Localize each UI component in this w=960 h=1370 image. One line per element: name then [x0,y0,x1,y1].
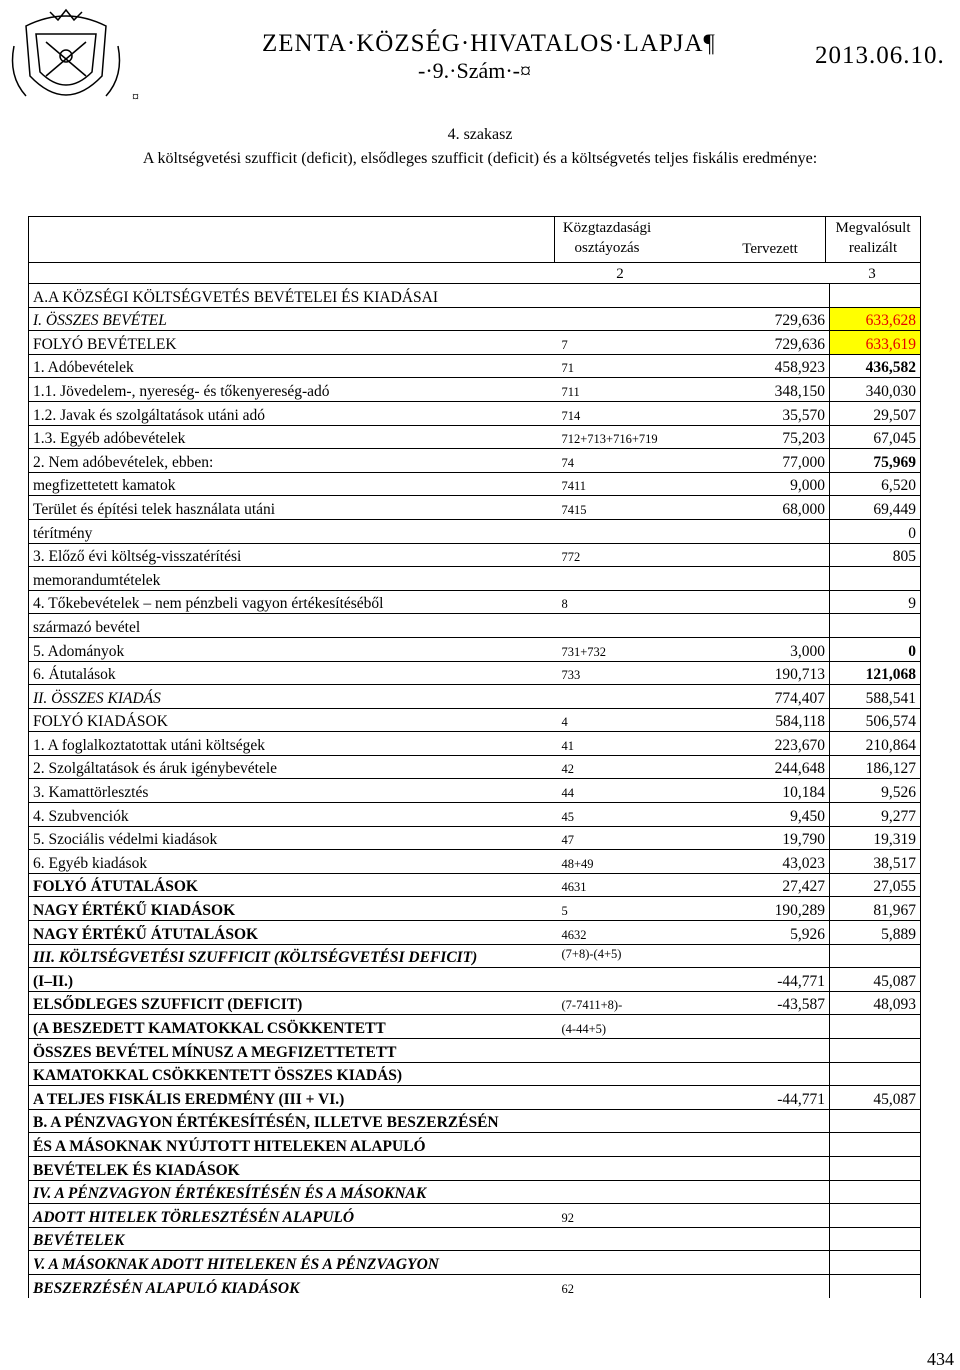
row-plan-value: 75,203 [698,425,830,449]
row-real-value [830,1227,921,1251]
row-code [558,1062,698,1086]
row-real-value: 210,864 [830,732,921,756]
header-mark: ¤ [132,90,139,105]
row-plan-value [698,1015,830,1039]
row-label: 3. Előző évi költség-visszatérítési [29,543,558,567]
row-label: 1.1. Jövedelem-, nyereség- és tőkenyereség-adó [29,378,558,402]
row-plan-value [698,1251,830,1275]
row-label: 1. A foglalkoztatottak utáni költségek [29,732,558,756]
row-real-value [830,284,921,308]
row-real-value [830,1039,921,1063]
row-plan-value [698,1133,830,1157]
table-row [29,1204,921,1228]
issue-date: 2013.06.10. [815,42,945,69]
row-plan-value: 190,289 [698,897,830,921]
row-plan-value: 43,023 [698,850,830,874]
section-subtitle: A költségvetési szufficit (deficit), elsődleges szufficit (deficit) és a költségvetés teljes fiskális eredménye: [142,150,818,167]
row-code: 712+713+716+719 [558,425,698,449]
row-plan-value: 729,636 [698,331,830,355]
table-row [29,284,921,308]
row-real-value [830,1180,921,1204]
table-row [29,1274,921,1297]
row-code: 4 [558,708,698,732]
row-label: megfizettetett kamatok [29,472,558,496]
table-row [29,803,921,827]
table-row [29,1227,921,1251]
row-plan-value: 10,184 [698,779,830,803]
table-row [29,944,921,968]
row-plan-value [698,567,830,591]
row-real-value: 45,087 [830,1086,921,1110]
row-label: ÉS A MÁSOKNAK NYÚJTOTT HITELEKEN ALAPULÓ [29,1133,558,1157]
column-header-code: Közgtazdasági osztáyozás [562,220,652,256]
row-code: 8 [558,590,698,614]
row-plan-value [698,1039,830,1063]
row-real-value: 29,507 [830,401,921,425]
page-number: 434 [927,1349,954,1369]
row-code: 42 [558,755,698,779]
row-code: 711 [558,378,698,402]
row-plan-value [698,543,830,567]
row-plan-value [698,1227,830,1251]
row-label: (A BESZEDETT KAMATOKKAL CSÖKKENTETT [29,1015,558,1039]
row-code: 5 [558,897,698,921]
row-real-value: 9 [830,590,921,614]
row-code: 7 [558,331,698,355]
row-real-value [830,1109,921,1133]
row-real-value: 805 [830,543,921,567]
row-code [558,1039,698,1063]
row-real-value [830,1251,921,1275]
table-row [29,590,921,614]
table-row [29,496,921,520]
row-real-value: 6,520 [830,472,921,496]
row-label: FOLYÓ ÁTUTALÁSOK [29,873,558,897]
row-real-value: 588,541 [830,685,921,709]
table-row [29,1180,921,1204]
row-plan-value [698,944,830,968]
row-real-value: 27,055 [830,873,921,897]
row-plan-value: 68,000 [698,496,830,520]
row-plan-value [698,284,830,308]
row-plan-value: 223,670 [698,732,830,756]
row-real-value: 67,045 [830,425,921,449]
row-real-value: 436,582 [830,354,921,378]
row-label: 6. Egyéb kiadások [29,850,558,874]
row-code: 71 [558,354,698,378]
row-code [558,685,698,709]
row-plan-value [698,519,830,543]
table-row [29,449,921,473]
row-plan-value: 729,636 [698,307,830,331]
row-real-value [830,1156,921,1180]
row-label: V. A MÁSOKNAK ADOTT HITELEKEN ÉS A PÉNZVAGYON [29,1251,558,1275]
column-header-real: Megvalósult realizált [835,220,911,256]
row-real-value [830,1133,921,1157]
row-plan-value: 584,118 [698,708,830,732]
table-row [29,779,921,803]
row-label: ADOTT HITELEK TÖRLESZTÉSÉN ALAPULÓ [29,1204,558,1228]
row-plan-value [698,1274,830,1297]
row-label: térítmény [29,519,558,543]
row-code: 731+732 [558,637,698,661]
row-code: 45 [558,803,698,827]
table-row [29,1039,921,1063]
issue-number: -·9.·Szám·-¤ [418,58,532,83]
row-code: (7+8)-(4+5) [558,944,698,968]
row-real-value: 340,030 [830,378,921,402]
row-label: FOLYÓ BEVÉTELEK [29,331,558,355]
row-real-value [830,1015,921,1039]
row-code: 47 [558,826,698,850]
row-code: 7411 [558,472,698,496]
table-row [29,378,921,402]
row-plan-value: 458,923 [698,354,830,378]
table-row [29,1015,921,1039]
row-real-value: 0 [830,637,921,661]
table-row [29,708,921,732]
row-real-value [830,614,921,638]
row-code: 4632 [558,921,698,945]
row-label: ELSŐDLEGES SZUFFICIT (DEFICIT) [29,991,558,1015]
row-real-value: 38,517 [830,850,921,874]
row-real-value: 506,574 [830,708,921,732]
table-row [29,1109,921,1133]
row-real-value [830,1204,921,1228]
table-row [29,826,921,850]
row-label: IV. A PÉNZVAGYON ÉRTÉKESÍTÉSÉN ÉS A MÁSOKNAK [29,1180,558,1204]
row-plan-value [698,590,830,614]
row-plan-value: 9,450 [698,803,830,827]
row-label: 2. Szolgáltatások és áruk igénybevétele [29,755,558,779]
row-plan-value: 9,000 [698,472,830,496]
table-row [29,991,921,1015]
row-plan-value [698,614,830,638]
row-code [558,307,698,331]
row-label: 1.2. Javak és szolgáltatások utáni adó [29,401,558,425]
row-real-value: 81,967 [830,897,921,921]
row-code [558,284,698,308]
row-code [558,1109,698,1133]
row-label: BEVÉTELEK ÉS KIADÁSOK [29,1156,558,1180]
row-label: III. KÖLTSÉGVETÉSI SZUFFICIT (KÖLTSÉGVETÉSI DEFICIT) [29,944,558,968]
row-real-value [830,567,921,591]
row-label: BEVÉTELEK [29,1227,558,1251]
row-plan-value: -43,587 [698,991,830,1015]
row-code: 41 [558,732,698,756]
row-code [558,1227,698,1251]
row-plan-value [698,1180,830,1204]
row-plan-value: 190,713 [698,661,830,685]
row-real-value: 121,068 [830,661,921,685]
row-code: 714 [558,401,698,425]
row-label: KAMATOKKAL CSÖKKENTETT ÖSSZES KIADÁS) [29,1062,558,1086]
row-plan-value: -44,771 [698,1086,830,1110]
column-number-code: 2 [616,266,624,282]
row-label: 5. Adományok [29,637,558,661]
row-real-value: 9,526 [830,779,921,803]
table-row [29,519,921,543]
gazette-title: ZENTA·KÖZSÉG·HIVATALOS·LAPJA¶ [262,30,716,57]
table-row [29,685,921,709]
row-label: II. ÖSSZES KIADÁS [29,685,558,709]
row-real-value: 48,093 [830,991,921,1015]
table-row [29,1133,921,1157]
row-code: (4-44+5) [558,1015,698,1039]
row-plan-value: -44,771 [698,968,830,992]
row-real-value: 633,619 [830,331,921,355]
table-row [29,425,921,449]
budget-table [28,283,921,1298]
row-label: A TELJES FISKÁLIS EREDMÉNY (III + VI.) [29,1086,558,1110]
table-row [29,567,921,591]
row-code: 772 [558,543,698,567]
table-row [29,1251,921,1275]
table-row [29,897,921,921]
row-code: 48+49 [558,850,698,874]
table-row [29,755,921,779]
row-code: (7-7411+8)- [558,991,698,1015]
row-real-value: 5,889 [830,921,921,945]
row-label: NAGY ÉRTÉKŰ ÁTUTALÁSOK [29,921,558,945]
row-plan-value [698,1156,830,1180]
row-label: 1.3. Egyéb adóbevételek [29,425,558,449]
row-plan-value: 27,427 [698,873,830,897]
row-plan-value: 35,570 [698,401,830,425]
row-code [558,968,698,992]
table-row [29,307,921,331]
table-row [29,661,921,685]
row-real-value: 186,127 [830,755,921,779]
row-real-value: 633,628 [830,307,921,331]
table-row [29,873,921,897]
column-number-real: 3 [868,266,876,282]
row-label: 4. Tőkebevételek – nem pénzbeli vagyon értékesítéséből [29,590,558,614]
row-label: 6. Átutalások [29,661,558,685]
row-plan-value: 19,790 [698,826,830,850]
row-label: I. ÖSSZES BEVÉTEL [29,307,558,331]
row-plan-value: 348,150 [698,378,830,402]
row-real-value: 75,969 [830,449,921,473]
table-row [29,331,921,355]
row-real-value [830,1062,921,1086]
row-label: B. A PÉNZVAGYON ÉRTÉKESÍTÉSÉN, ILLETVE BESZERZÉSÉN [29,1109,558,1133]
row-label: 3. Kamattörlesztés [29,779,558,803]
header-label-box [28,216,555,263]
column-header-plan: Tervezett [742,241,798,257]
row-code [558,1133,698,1157]
row-real-value: 45,087 [830,968,921,992]
row-label: 2. Nem adóbevételek, ebben: [29,449,558,473]
row-label: (I–II.) [29,968,558,992]
row-code: 44 [558,779,698,803]
row-plan-value [698,1062,830,1086]
table-row [29,1156,921,1180]
row-label: 4. Szubvenciók [29,803,558,827]
row-code [558,1180,698,1204]
table-row [29,732,921,756]
coat-of-arms-logo [6,6,126,114]
table-row [29,401,921,425]
table-row [29,472,921,496]
row-code: 92 [558,1204,698,1228]
table-row [29,614,921,638]
row-code: 74 [558,449,698,473]
row-code: 62 [558,1274,698,1297]
row-plan-value: 77,000 [698,449,830,473]
header-number-row [28,262,921,284]
row-label: 5. Szociális védelmi kiadások [29,826,558,850]
row-real-value: 9,277 [830,803,921,827]
table-row [29,637,921,661]
row-label: A.A KÖZSÉGI KÖLTSÉGVETÉS BEVÉTELEI ÉS KIADÁSAI [29,284,558,308]
row-plan-value [698,1204,830,1228]
table-row [29,354,921,378]
table-row [29,968,921,992]
row-plan-value [698,1109,830,1133]
row-real-value: 0 [830,519,921,543]
row-plan-value: 774,407 [698,685,830,709]
row-label: származó bevétel [29,614,558,638]
row-label: memorandumtételek [29,567,558,591]
table-row [29,543,921,567]
row-real-value [830,944,921,968]
row-real-value: 69,449 [830,496,921,520]
row-real-value: 19,319 [830,826,921,850]
row-code [558,1251,698,1275]
row-label: Terület és építési telek használata utáni [29,496,558,520]
row-code: 7415 [558,496,698,520]
row-code [558,1086,698,1110]
row-label: BESZERZÉSÉN ALAPULÓ KIADÁSOK [29,1274,558,1297]
row-plan-value: 3,000 [698,637,830,661]
row-label: ÖSSZES BEVÉTEL MÍNUSZ A MEGFIZETTETETT [29,1039,558,1063]
row-code [558,1156,698,1180]
section-title: 4. szakasz [447,126,513,143]
table-row [29,1086,921,1110]
row-code [558,567,698,591]
row-label: FOLYÓ KIADÁSOK [29,708,558,732]
table-row [29,850,921,874]
row-code: 4631 [558,873,698,897]
row-code: 733 [558,661,698,685]
row-code [558,614,698,638]
row-code [558,519,698,543]
row-label: NAGY ÉRTÉKŰ KIADÁSOK [29,897,558,921]
row-label: 1. Adóbevételek [29,354,558,378]
row-plan-value: 5,926 [698,921,830,945]
row-plan-value: 244,648 [698,755,830,779]
table-row [29,921,921,945]
table-row [29,1062,921,1086]
row-real-value [830,1274,921,1297]
